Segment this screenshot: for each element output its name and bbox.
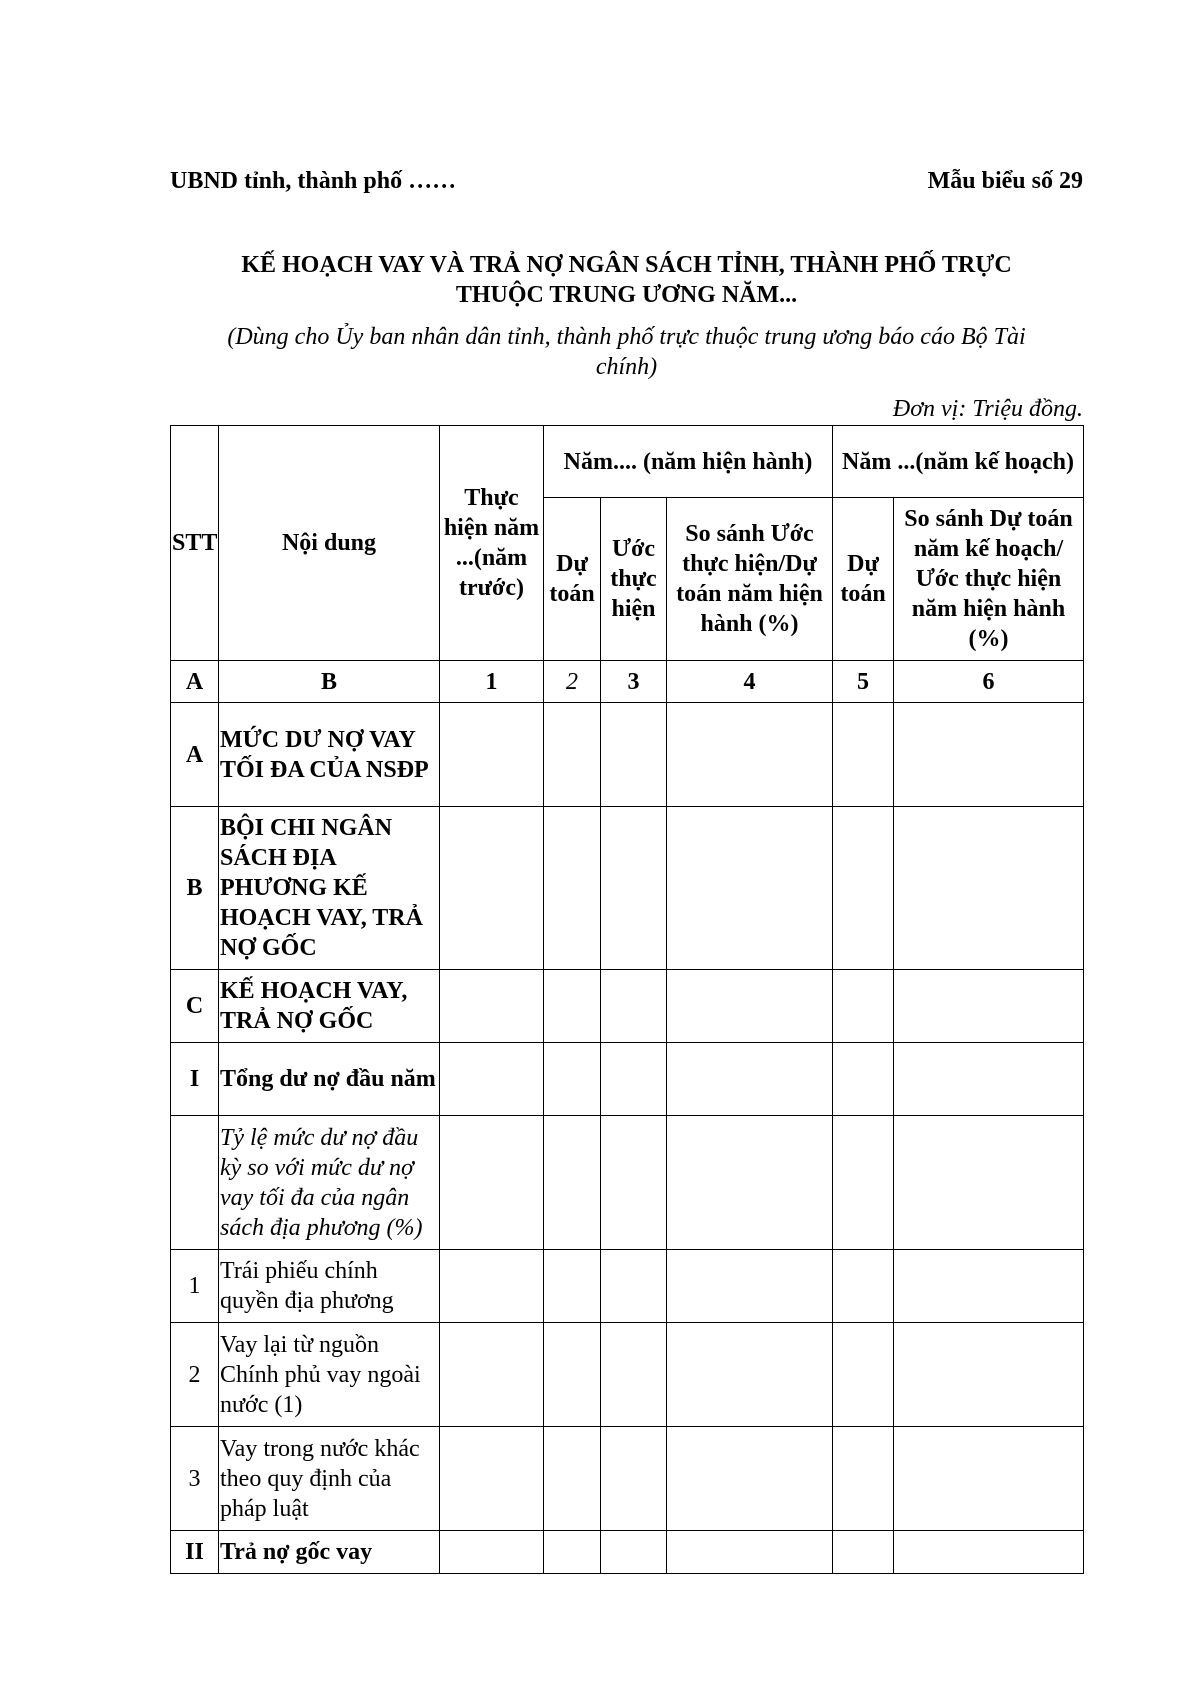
index-row <box>171 661 1084 703</box>
value-cell <box>667 1427 833 1531</box>
value-cell <box>601 703 667 807</box>
value-cell <box>440 970 544 1043</box>
value-cell <box>601 970 667 1043</box>
value-cell <box>601 1531 667 1574</box>
row-content: Vay lại từ nguồn Chính phủ vay ngoài nước (1) <box>219 1323 440 1427</box>
row-stt: 2 <box>171 1323 219 1427</box>
header-current-estimate: Dự toán <box>544 498 601 661</box>
header-current-compare: So sánh Ước thực hiện/Dự toán năm hiện hành (%) <box>667 498 833 661</box>
index-cell: 2 <box>544 661 601 703</box>
table-row <box>171 703 1084 807</box>
value-cell <box>440 807 544 970</box>
value-cell <box>667 1116 833 1250</box>
row-stt: B <box>171 807 219 970</box>
value-cell <box>667 807 833 970</box>
table-row <box>171 807 1084 970</box>
value-cell <box>894 1531 1084 1574</box>
value-cell <box>667 1323 833 1427</box>
value-cell <box>833 1531 894 1574</box>
value-cell <box>440 1323 544 1427</box>
index-cell: 6 <box>894 661 1084 703</box>
document-subtitle <box>170 322 1083 382</box>
row-stt: 1 <box>171 1250 219 1323</box>
value-cell <box>601 1116 667 1250</box>
title-line-2: THUỘC TRUNG ƯƠNG NĂM... <box>455 282 798 308</box>
value-cell <box>601 1043 667 1116</box>
value-cell <box>894 703 1084 807</box>
value-cell <box>833 970 894 1043</box>
row-content: Trái phiếu chính quyền địa phương <box>219 1250 440 1323</box>
value-cell <box>894 1116 1084 1250</box>
subtitle-line-2: chính) <box>595 354 658 380</box>
header-current-year: Năm.... (năm hiện hành) <box>544 426 833 498</box>
value-cell <box>894 1250 1084 1323</box>
header-plan-year: Năm ...(năm kế hoạch) <box>833 426 1084 498</box>
index-cell: 5 <box>833 661 894 703</box>
table-row <box>171 1427 1084 1531</box>
value-cell <box>667 1531 833 1574</box>
value-cell <box>833 1043 894 1116</box>
value-cell <box>440 1116 544 1250</box>
value-cell <box>544 1323 601 1427</box>
row-stt: 3 <box>171 1427 219 1531</box>
value-cell <box>894 807 1084 970</box>
row-stt: I <box>171 1043 219 1116</box>
value-cell <box>544 1043 601 1116</box>
loan-plan-table <box>170 425 1084 1574</box>
value-cell <box>833 1427 894 1531</box>
table-row <box>171 1043 1084 1116</box>
index-cell: B <box>219 661 440 703</box>
header-left: UBND tỉnh, thành phố …… <box>170 168 457 194</box>
value-cell <box>833 807 894 970</box>
row-content: KẾ HOẠCH VAY, TRẢ NỢ GỐC <box>219 970 440 1043</box>
value-cell <box>667 1250 833 1323</box>
value-cell <box>894 970 1084 1043</box>
table-row <box>171 1250 1084 1323</box>
row-stt <box>171 1116 219 1250</box>
value-cell <box>894 1323 1084 1427</box>
row-stt: A <box>171 703 219 807</box>
row-content: Trả nợ gốc vay <box>219 1531 440 1574</box>
value-cell <box>601 1427 667 1531</box>
value-cell <box>833 1323 894 1427</box>
unit-label: Đơn vị: Triệu đồng. <box>892 396 1083 422</box>
table-row <box>171 970 1084 1043</box>
value-cell <box>833 1250 894 1323</box>
table-row <box>171 1116 1084 1250</box>
index-cell: 4 <box>667 661 833 703</box>
index-cell: A <box>171 661 219 703</box>
row-content: BỘI CHI NGÂN SÁCH ĐỊA PHƯƠNG KẾ HOẠCH VAY, TRẢ NỢ GỐC <box>219 807 440 970</box>
index-cell: 3 <box>601 661 667 703</box>
header-content: Nội dung <box>219 426 440 661</box>
value-cell <box>440 1250 544 1323</box>
value-cell <box>544 1531 601 1574</box>
header-stt: STT <box>171 426 219 661</box>
value-cell <box>544 703 601 807</box>
table-row <box>171 1323 1084 1427</box>
value-cell <box>544 807 601 970</box>
row-stt: C <box>171 970 219 1043</box>
row-content: MỨC DƯ NỢ VAY TỐI ĐA CỦA NSĐP <box>219 703 440 807</box>
form-number: Mẫu biểu số 29 <box>927 168 1083 194</box>
value-cell <box>667 1043 833 1116</box>
value-cell <box>440 1043 544 1116</box>
value-cell <box>601 1250 667 1323</box>
header-plan-estimate: Dự toán <box>833 498 894 661</box>
header-plan-compare: So sánh Dự toán năm kế hoạch/ Ước thực hiện năm hiện hành (%) <box>894 498 1084 661</box>
subtitle-line-1: (Dùng cho Ủy ban nhân dân tỉnh, thành phố trực thuộc trung ương báo cáo Bộ Tài <box>227 324 1026 350</box>
header-current-actual: Ước thực hiện <box>601 498 667 661</box>
value-cell <box>667 703 833 807</box>
value-cell <box>667 970 833 1043</box>
table-row <box>171 1531 1084 1574</box>
value-cell <box>544 1250 601 1323</box>
value-cell <box>894 1427 1084 1531</box>
row-stt: II <box>171 1531 219 1574</box>
value-cell <box>833 703 894 807</box>
value-cell <box>440 1427 544 1531</box>
index-cell: 1 <box>440 661 544 703</box>
value-cell <box>601 1323 667 1427</box>
value-cell <box>544 1116 601 1250</box>
value-cell <box>440 703 544 807</box>
value-cell <box>544 1427 601 1531</box>
value-cell <box>894 1043 1084 1116</box>
title-line-1: KẾ HOẠCH VAY VÀ TRẢ NỢ NGÂN SÁCH TỈNH, THÀNH PHỐ TRỰC <box>241 252 1012 278</box>
row-content: Vay trong nước khác theo quy định của pháp luật <box>219 1427 440 1531</box>
value-cell <box>833 1116 894 1250</box>
row-content: Tỷ lệ mức dư nợ đầu kỳ so với mức dư nợ vay tối đa của ngân sách địa phương (%) <box>219 1116 440 1250</box>
row-content: Tổng dư nợ đầu năm <box>219 1043 440 1116</box>
value-cell <box>440 1531 544 1574</box>
header-prev-year: Thực hiện năm ...(năm trước) <box>440 426 544 661</box>
value-cell <box>601 807 667 970</box>
document-title <box>170 250 1083 310</box>
value-cell <box>544 970 601 1043</box>
